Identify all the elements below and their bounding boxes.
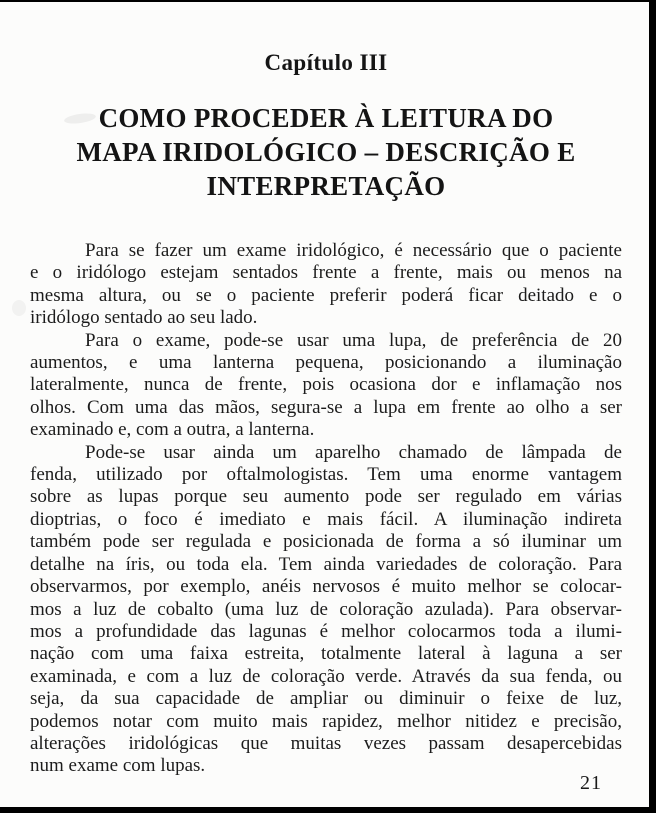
text-line: observarmos, por exemplo, anéis nervosos é muito melhor se colocar- <box>30 576 622 598</box>
page-number: 21 <box>580 772 602 794</box>
text-line: podemos notar com muito mais rapidez, melhor nitidez e precisão, <box>30 710 622 732</box>
text-line: Para o exame, pode-se usar uma lupa, de preferência de 20 <box>85 329 622 351</box>
scan-edge-top <box>0 0 656 2</box>
title-line: INTERPRETAÇÃO <box>206 171 446 201</box>
text-line: dioptrias, o foco é imediato e mais fácil. A iluminação indireta <box>30 508 622 530</box>
paragraph <box>30 330 622 442</box>
text-line: examinada, e com a luz de coloração verde. Através da sua fenda, ou <box>30 665 622 687</box>
text-line: nação com uma faixa estreita, totalmente lateral à laguna a ser <box>30 643 622 665</box>
text-line: iridólogo sentado ao seu lado. <box>30 307 258 329</box>
text-line: examinado e, com a outra, a lanterna. <box>30 419 315 441</box>
text-line: detalhe na íris, ou toda ela. Tem ainda variedades de coloração. Para <box>30 553 622 575</box>
paragraph <box>30 442 622 778</box>
text-line: mos a luz de cobalto (uma luz de coloração azulada). Para observar- <box>30 598 622 620</box>
scan-edge-bottom <box>0 807 656 813</box>
paragraph <box>30 240 622 330</box>
scan-edge-right <box>649 0 656 813</box>
text-line: olhos. Com uma das mãos, segura-se a lupa em frente ao olho a ser <box>30 396 622 418</box>
text-line: Para se fazer um exame iridológico, é necessário que o paciente <box>85 240 622 261</box>
title-line: MAPA IRIDOLÓGICO – DESCRIÇÃO E <box>76 137 576 167</box>
text-line: mos a profundidade das lagunas é melhor colocarmos toda a ilumi- <box>30 620 622 642</box>
text-line: fenda, utilizado por oftalmologistas. Tem uma enorme vantagem <box>30 464 622 486</box>
text-line: alterações iridológicas que muitas vezes passam desapercebidas <box>30 732 622 754</box>
text-line: também pode ser regulada e posicionada de forma a só iluminar um <box>30 531 622 553</box>
text-line: seja, da sua capacidade de ampliar ou diminuir o feixe de luz, <box>30 688 622 710</box>
text-line: e o iridólogo estejam sentados frente a frente, mais ou menos na <box>30 262 622 284</box>
text-line: sobre as lupas porque seu aumento pode ser regulado em várias <box>30 486 622 508</box>
text-line: aumentos, e uma lanterna pequena, posicionando a iluminação <box>30 352 622 374</box>
body-text <box>30 240 622 778</box>
text-line: lateralmente, nunca de frente, pois ocasiona dor e inflamação nos <box>30 374 622 396</box>
text-line: num exame com lupas. <box>30 755 206 777</box>
chapter-heading: Capítulo III <box>264 50 388 75</box>
page-title <box>30 101 622 203</box>
title-line: COMO PROCEDER À LEITURA DO <box>98 103 554 133</box>
text-line: mesma altura, ou se o paciente preferir poderá ficar deitado e o <box>30 284 622 306</box>
scan-smudge <box>12 300 26 316</box>
text-line: Pode-se usar ainda um aparelho chamado de lâmpada de <box>85 441 622 463</box>
